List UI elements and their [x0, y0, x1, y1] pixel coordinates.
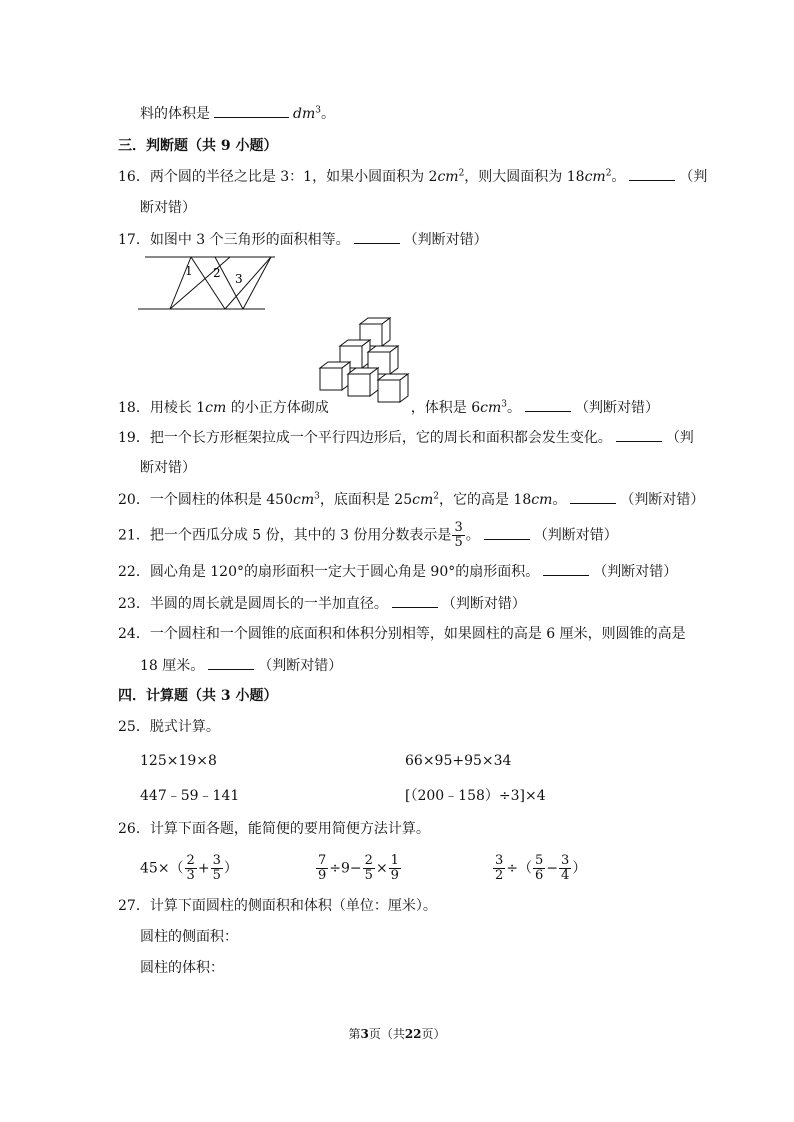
calc-1: 125×19×8	[140, 753, 217, 769]
answer-blank[interactable]	[616, 427, 662, 442]
cylinder-lateral-area-label: 圆柱的侧面积：	[140, 929, 238, 945]
answer-blank[interactable]	[214, 103, 289, 118]
triangles-figure	[135, 252, 280, 314]
answer-blank[interactable]	[629, 166, 675, 181]
fraction-1-9: $\frac{1}{9}$	[390, 853, 399, 883]
page-footer: 第3页（共22页）	[348, 1027, 446, 1041]
expr-1: 45×（ $\frac{2}{3}$ + $\frac{3}{5}$ ）	[140, 853, 238, 883]
answer-blank[interactable]	[570, 489, 616, 504]
question-17: 17．如图中 3 个三角形的面积相等。 （判断对错）	[118, 229, 488, 250]
answer-blank[interactable]	[543, 561, 589, 576]
cylinder-volume-label: 圆柱的体积：	[140, 960, 224, 976]
question-20: 20．一个圆柱的体积是 $450cm^3$，底面积是 $25cm^2$，它的高是 18cm。 （判断对错）	[118, 489, 704, 510]
cubes-figure	[315, 316, 410, 408]
fraction-2-3: $\frac{2}{3}$	[186, 853, 195, 883]
calc-2: 66×95+95×34	[405, 753, 512, 769]
question-26: 26．计算下面各题，能简便的要用简便方法计算。	[118, 821, 430, 837]
question-23: 23．半圆的周长就是圆周长的一半加直径。 （判断对错）	[118, 593, 526, 614]
fraction-2-5: $\frac{2}{5}$	[364, 853, 373, 883]
question-24-cont: 18 厘米。 （判断对错）	[140, 655, 342, 676]
answer-blank[interactable]	[484, 525, 530, 540]
section-4-title: 四．计算题（共 3 小题）	[118, 688, 278, 704]
fraction-7-9: $\frac{7}{9}$	[318, 853, 327, 883]
triangle-label-2: 2	[213, 266, 221, 280]
question-16: 16．两个圆的半径之比是 3：1，如果小圆面积为 $2cm^2$，则大圆面积为 $18cm^2$。 （判	[118, 166, 707, 187]
calc-3: 447﹣59﹣141	[140, 788, 240, 804]
answer-blank[interactable]	[525, 397, 571, 412]
section-3-title: 三．判断题（共 9 小题）	[118, 138, 278, 154]
fraction-5-6: $\frac{5}{6}$	[535, 853, 544, 883]
question-21: 21．把一个西瓜分成 5 份，其中的 3 份用分数表示是 $\frac{3}{5}$ 。 （判断对错）	[118, 520, 618, 550]
question-19-cont: 断对错）	[140, 460, 196, 476]
question-16-cont: 断对错）	[140, 200, 196, 216]
fraction-3-5: $\frac{3}{5}$	[454, 520, 463, 550]
answer-blank[interactable]	[208, 655, 254, 670]
question-27: 27．计算下面圆柱的侧面积和体积（单位：厘米）。	[118, 898, 437, 914]
calc-4: [（200﹣158）÷3]×4	[405, 788, 546, 804]
question-25: 25．脱式计算。	[118, 719, 220, 735]
question-18: 18．用棱长 1cm 的小正方体砌成 ，体积是 $6cm^3$。 （判断对错）	[118, 397, 659, 418]
fraction-3-5: $\frac{3}{5}$	[212, 853, 221, 883]
triangle-label-1: 1	[185, 264, 193, 278]
triangle-label-3: 3	[235, 272, 243, 286]
question-24: 24．一个圆柱和一个圆锥的底面积和体积分别相等，如果圆柱的高是 6 厘米，则圆锥的高是	[118, 626, 686, 642]
line-continued: 料的体积是 $dm^3$。	[140, 103, 335, 124]
question-19: 19．把一个长方形框架拉成一个平行四边形后，它的周长和面积都会发生变化。 （判	[118, 427, 694, 448]
fraction-3-2: $\frac{3}{2}$	[495, 853, 504, 883]
answer-blank[interactable]	[354, 229, 400, 244]
question-22: 22．圆心角是 120°的扇形面积一定大于圆心角是 90°的扇形面积。 （判断对错）	[118, 561, 677, 582]
expr-2: $\frac{7}{9}$ ÷9− $\frac{2}{5}$ × $\frac{1}{9}$	[318, 853, 399, 883]
fraction-3-4: $\frac{3}{4}$	[561, 853, 570, 883]
expr-3: $\frac{3}{2}$ ÷（ $\frac{5}{6}$ − $\frac{3}{4}$ ）	[495, 853, 587, 883]
answer-blank[interactable]	[392, 593, 438, 608]
